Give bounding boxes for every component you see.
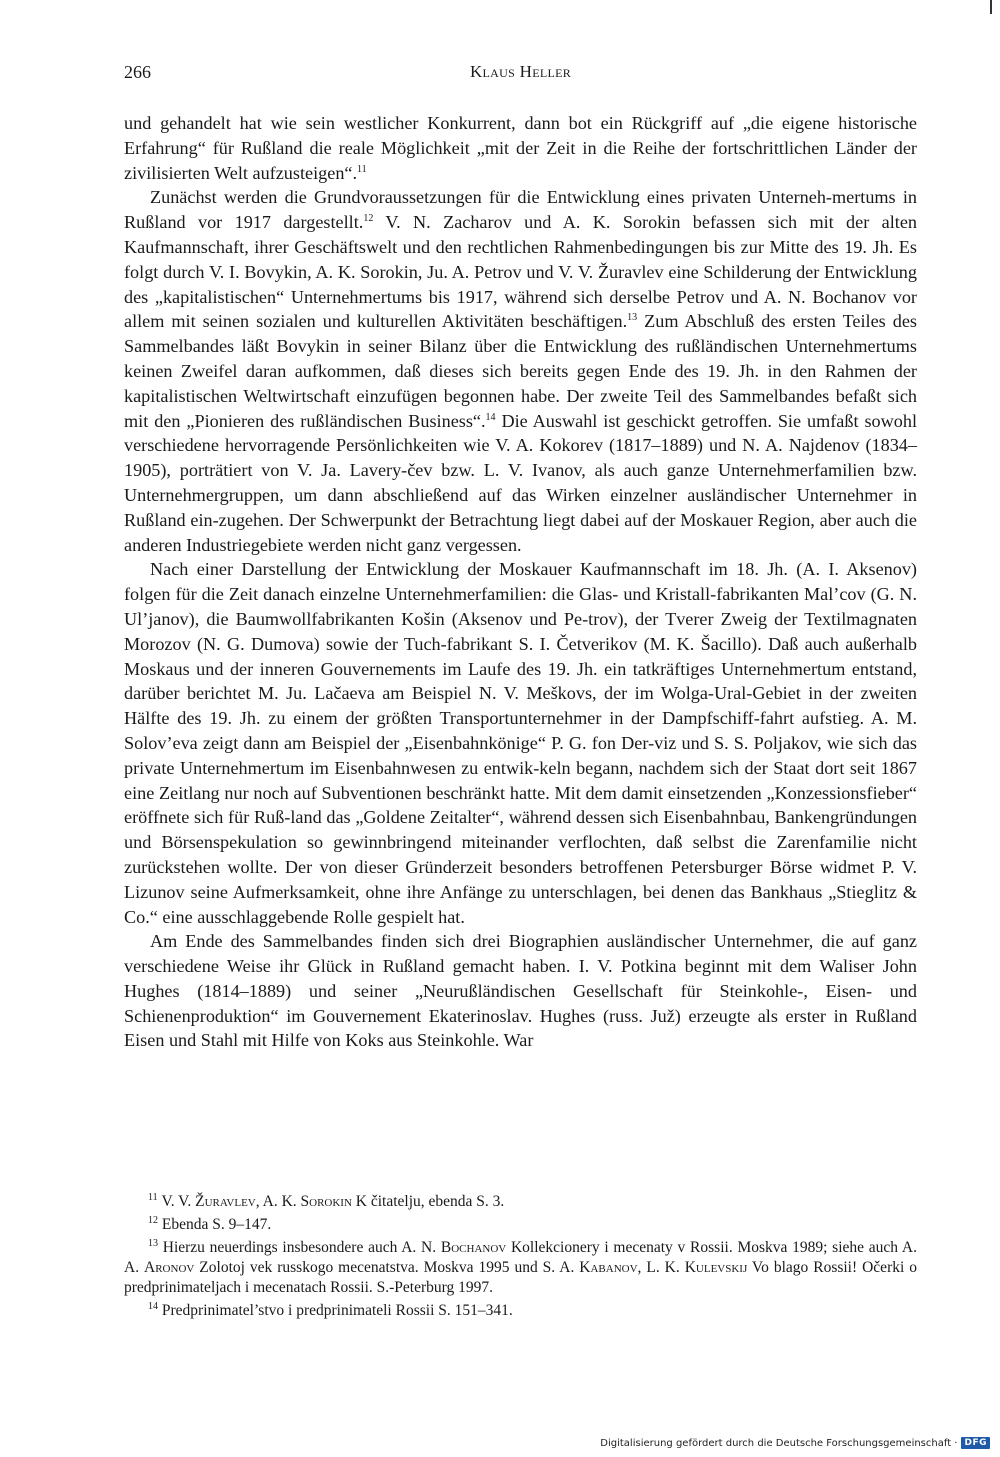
digitization-credit	[600, 1437, 990, 1449]
paragraph-1: und gehandelt hat wie sein westlicher Konkurrent, dann bot ein Rückgriff auf „die eigene historische Erfahrung“ für Rußland die reale Möglichkeit „mit der Zeit in die Reihe der fortschrittlichen Länder der zivilisierten Welt aufzusteigen“.$^{11}$	[124, 113, 917, 183]
footnote-ref-13[interactable]: 13	[627, 312, 638, 324]
footnote-ref-12[interactable]: 12	[363, 213, 374, 225]
footnote-13: $^{13}$ Hierzu neuerdings insbesondere auch A. N. Bochanov Kollekcionery i mecenaty v Rossii. Moskva 1989; siehe auch A. A. Aronov Zolotoj vek russkogo mecenatstva. Moskva 1995 und S. A. Kabanov, L. K. Kulevskij Vo blago Rossii! Očerki o predprinimateljach i mecenatach Rossii. S.-Peterburg 1997.	[124, 1237, 917, 1296]
paragraph-2: Zunächst werden die Grundvoraussetzungen für die Entwicklung eines privaten Unterneh-mertums in Rußland vor 1917 dargestellt.$^{12}$ V. N. Zacharov und A. K. Sorokin befassen sich mit der alten Kaufmannschaft, ihrer Geschäftswelt und den rechtlichen Rahmenbedingungen bis zur Mitte des 19. Jh. Es folgt durch V. I. Bovykin, A. K. Sorokin, Ju. A. Petrov und V. V. Žuravlev eine Schilderung der Entwicklung des „kapitalistischen“ Unternehmertums bis 1917, während sich derselbe Petrov und A. N. Bochanov vor allem mit seinen sozialen und kulturellen Aktivitäten beschäftigen.$^{13}$ Zum Abschluß des ersten Teiles des Sammelbandes läßt Bovykin in seiner Bilanz über die Entwicklung des rußländischen Unternehmertums keinen Zweifel daran aufkommen, daß dieses sich bereits gegen Ende des 19. Jh. in den Rahmen der kapitalistischen Weltwirtschaft einzufügen begonnen habe. Der zweite Teil des Sammelbandes befaßt sich mit den „Pionieren des rußländischen Business“.$^{14}$ Die Auswahl ist geschickt getroffen. Sie umfaßt sowohl verschiedene hervorragende Persönlichkeiten wie V. A. Kokorev (1817–1889) und N. A. Najdenov (1834–1905), porträtiert von V. Ja. Lavery-čev bzw. L. V. Ivanov, als auch ganze Unternehmerfamilien bzw. Unternehmergruppen, um dann abschließend auf das Wirken einzelner ausländischer Unternehmer in Rußland ein-zugehen. Der Schwerpunkt der Betrachtung liegt dabei auf der Moskauer Region, aber auch die anderen Industriegebiete werden nicht ganz vergessen.	[124, 187, 917, 555]
author-name: Aronov	[144, 1259, 195, 1276]
author-name: V. V. Žuravlev, A. K. Sorokin	[161, 1193, 352, 1210]
author-name: Kulevskij	[684, 1259, 748, 1276]
dfg-logo: DFG	[961, 1437, 990, 1449]
page-header	[124, 62, 917, 86]
page-number: 266	[124, 62, 151, 82]
footnotes	[124, 1192, 917, 1324]
body-text	[124, 111, 917, 1053]
footnote-number: 12	[148, 1214, 158, 1226]
footnote-ref-14[interactable]: 14	[485, 411, 496, 423]
paragraph-4: Am Ende des Sammelbandes finden sich drei Biographien ausländischer Unternehmer, die auf ganz verschiedene Weise ihr Glück in Rußland gemacht haben. I. V. Potkina beginnt mit dem Waliser John Hughes (1814–1889) und seiner „Neurußländischen Gesellschaft für Steinkohle-, Eisen- und Schienenproduktion“ im Gouvernement Ekaterinoslav. Hughes (russ. Juž) erzeugte als erster in Rußland Eisen und Stahl mit Hilfe von Koks aus Steinkohle. War	[124, 931, 917, 1051]
footnote-ref-11[interactable]: 11	[357, 163, 367, 175]
author-name: Kabanov	[579, 1259, 638, 1276]
running-head: Klaus Heller	[469, 62, 572, 81]
footnote-number: 14	[148, 1300, 158, 1312]
paragraph-3: Nach einer Darstellung der Entwicklung der Moskauer Kaufmannschaft im 18. Jh. (A. I. Aksenov) folgen für die Zeit danach einzelne Unternehmerfamilien: die Glas- und Kristall-fabrikanten Mal’cov (G. N. Ul’janov), die Baumwollfabrikanten Košin (Aksenov und Pe-trov), der Tverer Zweig der Textilmagnaten Morozov (N. G. Dumova) sowie der Tuch-fabrikant S. I. Četverikov (M. K. Šacillo). Daß auch außerhalb Moskaus und der inneren Gouvernements im Laufe des 19. Jh. ein tatkräftiges Unternehmertum entstand, darüber berichtet M. Ju. Lačaeva am Beispiel N. V. Meškovs, der im Wolga-Ural-Gebiet in der zweiten Hälfte des 19. Jh. zu einem der größten Transportunternehmer in der Dampfschiff-fahrt aufstieg. A. M. Solov’eva zeigt dann am Beispiel der „Eisenbahnkönige“ P. G. fon Der-viz und S. S. Poljakov, wie sich das private Unternehmertum im Eisenbahnwesen zu entwik-keln begann, nachdem sich der Staat dort seit 1867 eine Zeitlang nur noch auf Subventionen beschränkt hatte. Mit dem damit einsetzenden „Konzessionsfieber“ eröffnete sich für Ruß-land das „Goldene Zeitalter“, während dessen sich Eisenbahnbau, Bankengründungen und Börsenspekulation so gewinnbringend miteinander verflochten, daß selbst die Zarenfamilie nicht zurückstehen wollte. Der von dieser Gründerzeit besonders betroffenen Petersburger Börse widmet P. V. Lizunov seine Aufmerksamkeit, ohne ihre Anfänge zu unterschlagen, bei denen das Bankhaus „Stieglitz & Co.“ eine ausschlaggebende Rolle gespielt hat.	[124, 559, 917, 927]
scan-corner-mark	[990, 0, 992, 14]
footnote-number: 11	[148, 1191, 158, 1203]
credit-text: Digitalisierung gefördert durch die Deutsche Forschungsgemeinschaft ·	[600, 1437, 958, 1449]
footnote-number: 13	[148, 1237, 158, 1249]
footnote-14: $^{14}$ Predprinimatel’stvo i predprinimateli Rossii S. 151–341.	[148, 1300, 513, 1319]
footnote-11: $^{11}$ V. V. Žuravlev, A. K. Sorokin K čitatelju, ebenda S. 3.	[148, 1191, 505, 1210]
author-name: Bochanov	[440, 1239, 507, 1256]
footnote-12: $^{12}$ Ebenda S. 9–147.	[148, 1214, 272, 1233]
